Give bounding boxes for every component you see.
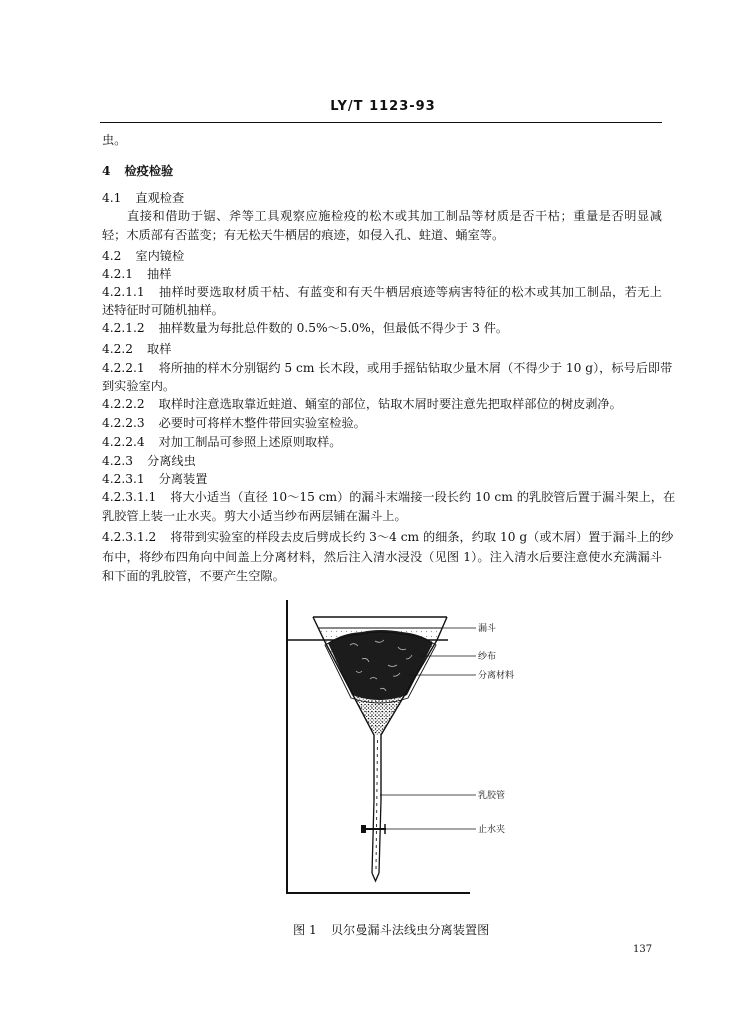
baermann-funnel-figure — [280, 595, 530, 900]
clause-number: 4.2.3 — [102, 454, 134, 468]
figure-title: 贝尔曼漏斗法线虫分离装置图 — [330, 923, 490, 937]
clause-number: 4.2.1 — [102, 267, 134, 281]
clause-text: 将带到实验室的样段去皮后劈成长约 3～4 cm 的细条，约取 10 g（或木屑）置于漏斗上的纱 — [170, 530, 674, 544]
clause-number: 4.2.2.1 — [102, 361, 145, 375]
separation-material — [328, 630, 433, 700]
clause-number: 4.2.2.4 — [102, 435, 145, 449]
clause-4-2-1-heading — [102, 265, 171, 283]
running-header: LY/T 1123-93 — [330, 99, 436, 114]
clause-title: 分离装置 — [158, 472, 208, 486]
clause-title: 直观检查 — [135, 191, 185, 205]
clause-number: 4.2.3.1 — [102, 472, 145, 486]
clause-4-2-3-heading — [102, 452, 196, 470]
continued-text: 虫。 — [102, 133, 127, 147]
clause-title: 分离线虫 — [147, 454, 196, 468]
page-number: 137 — [633, 944, 653, 955]
clause-4-2-1-2 — [102, 319, 508, 337]
clause-number: 4.2.3.1.2 — [102, 530, 157, 544]
label-pinch-clamp: 止水夹 — [478, 825, 506, 835]
paragraph-line: 轻；木质部有否蓝变；有无松天牛栖居的痕迹，如侵入孔、蛀道、蛹室等。 — [102, 228, 505, 242]
clause-text: 抽样时要选取材质干枯、有蓝变和有天牛栖居痕迹等病害特征的松木或其加工制品，若无上 — [158, 285, 662, 299]
clause-text: 对加工制品可参照上述原则取样。 — [158, 435, 342, 449]
clause-title: 室内镜检 — [135, 249, 185, 263]
clause-4-1-heading — [102, 189, 184, 207]
clause-number: 4.2.2.2 — [102, 397, 145, 411]
label-gauze: 纱布 — [478, 652, 497, 662]
section-4-heading — [102, 162, 173, 180]
clause-text: 将所抽的样木分别锯约 5 cm 长木段，或用手摇钻钻取少量木屑（不得少于 10 g），标号后即带 — [158, 361, 673, 375]
figure-caption — [293, 921, 489, 939]
clause-4-2-2-1 — [102, 359, 673, 377]
label-funnel: 漏斗 — [478, 624, 497, 634]
clause-4-2-2-2 — [102, 395, 622, 413]
clause-title: 取样 — [147, 342, 172, 356]
clause-4-2-2-3 — [102, 414, 366, 432]
section-title: 检疫检验 — [124, 164, 174, 178]
clause-text-continued: 述特征时可随机抽样。 — [102, 303, 224, 317]
clause-number: 4.2.1.2 — [102, 321, 145, 335]
clause-4-2-heading — [102, 247, 184, 265]
clause-4-2-3-1-heading — [102, 470, 207, 488]
paragraph-line: 直接和借助于锯、斧等工具观察应施检疫的松木或其加工制品等材质是否干枯；重量是否明显减 — [127, 209, 662, 223]
clause-text: 取样时注意选取靠近蛀道、蛹室的部位，钻取木屑时要注意先把取样部位的树皮剥净。 — [158, 397, 622, 411]
clause-4-2-3-1-1 — [102, 488, 676, 506]
label-separation-material: 分离材料 — [478, 671, 515, 681]
clause-number: 4.2.1.1 — [102, 285, 145, 299]
clause-text: 必要时可将样木整件带回实验室检验。 — [158, 416, 366, 430]
clause-number: 4.2 — [102, 249, 122, 263]
clause-4-2-3-1-2 — [102, 528, 674, 546]
header-rule — [100, 122, 662, 123]
clause-4-2-1-1 — [102, 283, 662, 301]
clause-number: 4.2.2.3 — [102, 416, 145, 430]
clause-4-2-2-4 — [102, 433, 341, 451]
figure-number: 图 1 — [293, 923, 317, 937]
clause-text-continued: 布中，将纱布四角向中间盖上分离材料，然后注入清水浸没（见图 1）。注入清水后要注意使水充满漏斗 — [102, 550, 662, 564]
clause-number: 4.2.3.1.1 — [102, 490, 157, 504]
clause-text: 抽样数量为每批总件数的 0.5%～5.0%，但最低不得少于 3 件。 — [158, 321, 509, 335]
clause-number: 4.1 — [102, 191, 122, 205]
clause-number: 4.2.2 — [102, 342, 134, 356]
clause-text-continued: 乳胶管上装一止水夹。剪大小适当纱布两层铺在漏斗上。 — [102, 509, 407, 523]
clause-title: 抽样 — [147, 267, 172, 281]
clause-text-continued: 和下面的乳胶管，不要产生空隙。 — [102, 569, 285, 583]
section-number: 4 — [102, 164, 111, 178]
clause-4-2-2-heading — [102, 340, 171, 358]
clause-text: 将大小适当（直径 10～15 cm）的漏斗末端接一段长约 10 cm 的乳胶管后置于漏斗架上，在 — [170, 490, 676, 504]
clause-text-continued: 到实验室内。 — [102, 379, 176, 393]
label-latex-tube: 乳胶管 — [478, 791, 506, 801]
